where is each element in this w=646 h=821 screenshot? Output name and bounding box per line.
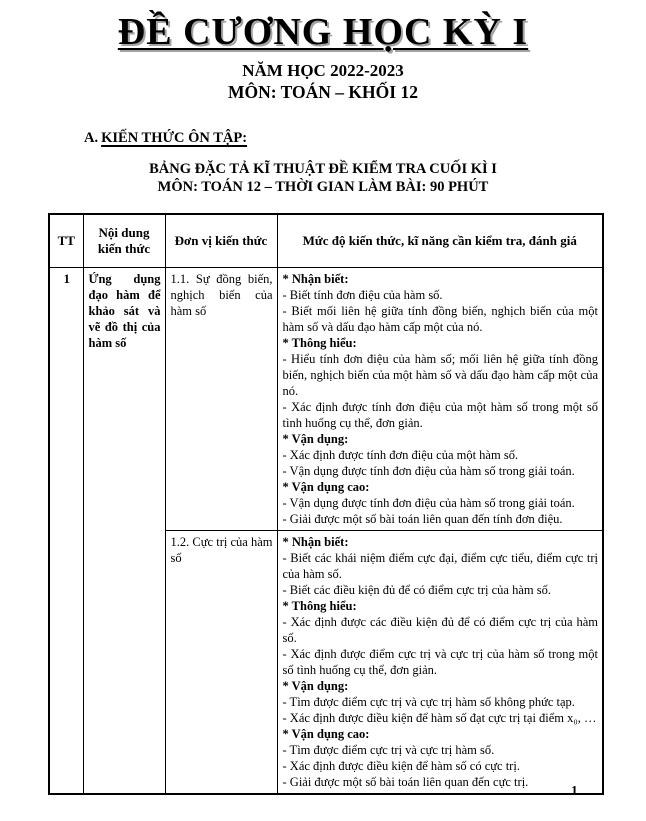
criteria-item: - Biết các khái niệm điểm cực đại, điểm cực tiểu, điểm cực trị của hàm số.: [282, 551, 598, 581]
table-header-row: [49, 214, 603, 268]
table-caption-line2: MÔN: TOÁN 12 – THỜI GIAN LÀM BÀI: 90 PHÚT: [157, 179, 489, 195]
criteria-item: - Tìm được điểm cực trị và cực trị hàm số.: [282, 743, 495, 757]
cell-topic: Ứng dụng đạo hàm để khảo sát và vẽ đồ thị của hàm số: [83, 268, 165, 795]
doc-title: ĐỀ CƯƠNG HỌC KỲ I: [117, 11, 529, 53]
criteria-level-heading: * Thông hiểu:: [282, 336, 357, 350]
criteria-item: - Vận dụng được tính đơn điệu của hàm số trong giải toán.: [282, 464, 575, 478]
criteria-item: - Xác định được tính đơn điệu của một hàm số trong một số tình huống cụ thể, đơn giản.: [282, 400, 598, 430]
section-a-heading: [84, 130, 646, 147]
criteria-item: - Giải được một số bài toán liên quan đến tính đơn điệu.: [282, 512, 563, 526]
cell-criteria-1-1: [277, 268, 603, 531]
criteria-level-heading: * Nhận biết:: [282, 272, 349, 286]
criteria-item: - Xác định được điểm cực trị và cực trị của hàm số trong một số tình huống cụ thể, đơn giản.: [282, 647, 598, 677]
col-header-topic: Nội dung kiến thức: [83, 214, 165, 268]
col-header-tt: TT: [49, 214, 83, 268]
criteria-item: - Hiểu tính đơn điệu của hàm số; mối liên hệ giữa tính đồng biến, nghịch biến của một hàm số và dấu đạo hàm cấp một của nó.: [282, 352, 598, 398]
subject-subtitle: MÔN: TOÁN – KHỐI 12: [228, 82, 418, 102]
cell-row-number: 1: [49, 268, 83, 795]
table-row-unit-1-1: [49, 268, 603, 531]
cell-unit-1-2: 1.2. Cực trị của hàm số: [165, 531, 277, 795]
criteria-item: - Biết mối liên hệ giữa tính đồng biến, nghịch biến của một hàm số và dấu đạo hàm cấp một của nó.: [282, 304, 598, 334]
criteria-item: - Biết tính đơn điệu của hàm số.: [282, 288, 443, 302]
criteria-item: - Tìm được điểm cực trị và cực trị hàm số không phức tạp.: [282, 695, 575, 709]
criteria-item: - Xác định được điều kiện để hàm số đạt cực trị tại điểm x₀, …: [282, 711, 597, 725]
criteria-item: - Xác định được các điều kiện đủ để có điểm cực trị của hàm số.: [282, 615, 598, 645]
criteria-item: - Vận dụng được tính đơn điệu của hàm số trong giải toán.: [282, 496, 575, 510]
col-header-criteria: Mức độ kiến thức, kĩ năng cần kiểm tra, đánh giá: [277, 214, 603, 268]
criteria-level-heading: * Vận dụng:: [282, 679, 349, 693]
criteria-level-heading: * Thông hiểu:: [282, 599, 357, 613]
table-caption-line1: BẢNG ĐẶC TẢ KĨ THUẬT ĐỀ KIỂM TRA CUỐI KÌ I: [149, 161, 497, 177]
cell-criteria-1-2: [277, 531, 603, 795]
specification-table: [48, 213, 604, 795]
page-number: 1: [571, 783, 578, 798]
criteria-level-heading: * Vận dụng cao:: [282, 480, 370, 494]
criteria-item: - Biết các điều kiện đủ để có điểm cực trị của hàm số.: [282, 583, 551, 597]
criteria-level-heading: * Vận dụng:: [282, 432, 349, 446]
criteria-level-heading: * Vận dụng cao:: [282, 727, 370, 741]
criteria-item: - Giải được một số bài toán liên quan đến cực trị.: [282, 775, 529, 789]
cell-unit-1-1: 1.1. Sự đồng biến, nghịch biến của hàm số: [165, 268, 277, 531]
criteria-level-heading: * Nhận biết:: [282, 535, 349, 549]
school-year-subtitle: NĂM HỌC 2022-2023: [242, 61, 404, 80]
section-a-title: KIẾN THỨC ÔN TẬP:: [101, 130, 248, 146]
col-header-unit: Đơn vị kiến thức: [165, 214, 277, 268]
criteria-item: - Xác định được điều kiện để hàm số có cực trị.: [282, 759, 520, 773]
section-a-prefix: A.: [84, 130, 99, 146]
criteria-item: - Xác định được tính đơn điệu của một hàm số.: [282, 448, 519, 462]
